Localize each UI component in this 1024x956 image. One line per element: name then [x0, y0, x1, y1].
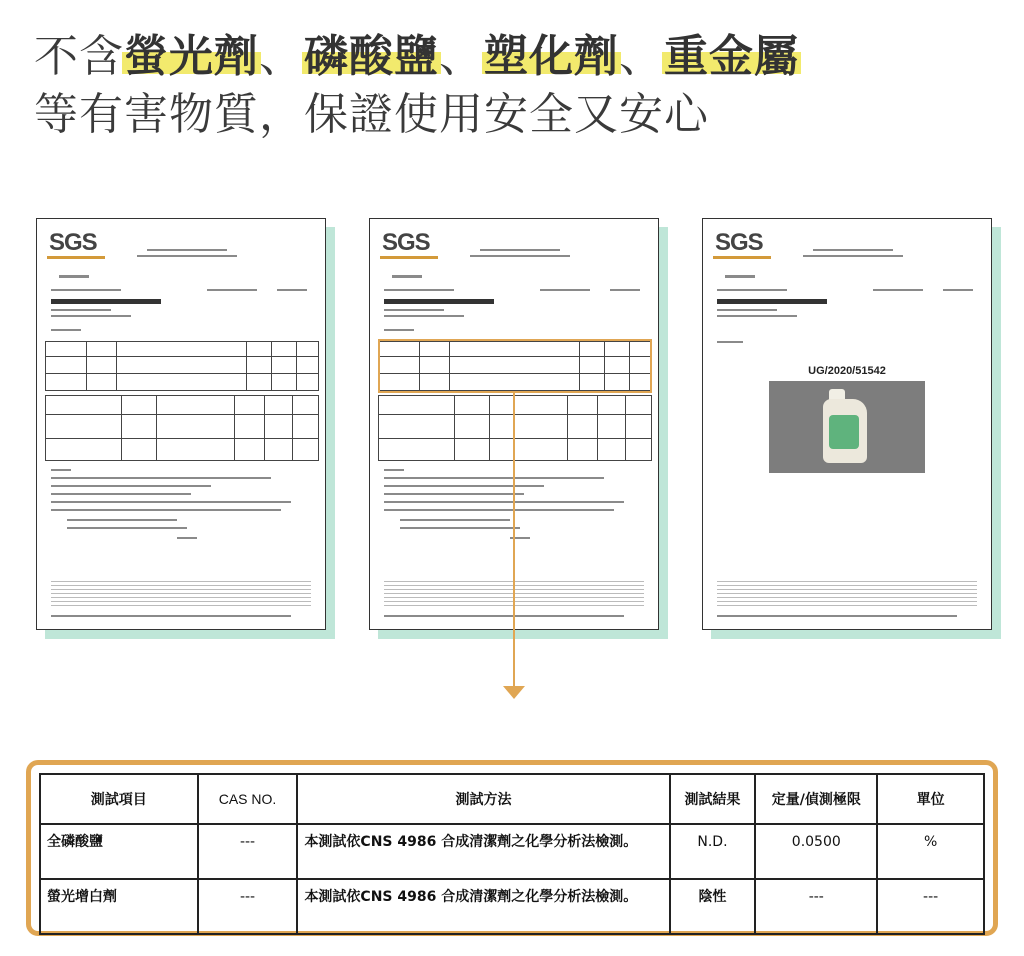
- cell-test-method: 本測試依CNS 4986 合成清潔劑之化學分析法檢測。: [297, 824, 669, 879]
- cell-cas-no: ---: [198, 879, 298, 934]
- cell-test-method: 本測試依CNS 4986 合成清潔劑之化學分析法檢測。: [297, 879, 669, 934]
- sgs-logo: SGS: [715, 229, 763, 256]
- header-test-result: 測試結果: [670, 774, 756, 824]
- headline-line-2: 等有害物質，保證使用安全又安心: [34, 89, 709, 140]
- cell-test-item: 全磷酸鹽: [40, 824, 198, 879]
- headline: [34, 28, 799, 144]
- cell-detection-limit: 0.0500: [755, 824, 877, 879]
- test-result-table: [39, 773, 985, 935]
- highlighted-result-region: [378, 339, 652, 393]
- highlight-phosphate: 磷酸鹽: [304, 31, 439, 82]
- cell-test-result: N.D.: [670, 824, 756, 879]
- header-cas-no: CAS NO.: [198, 774, 298, 824]
- highlight-heavy-metal: 重金屬: [664, 31, 799, 82]
- connector-line: [513, 392, 515, 690]
- product-photo: [769, 381, 925, 473]
- headline-line-1: [34, 28, 799, 86]
- sgs-report-page-3: [702, 218, 992, 630]
- cell-test-item: 螢光增白劑: [40, 879, 198, 934]
- separator: 、: [259, 31, 304, 82]
- cell-unit: %: [877, 824, 984, 879]
- cell-unit: ---: [877, 879, 984, 934]
- headline-prefix: 不含: [34, 31, 124, 82]
- header-test-item: 測試項目: [40, 774, 198, 824]
- table-header-row: [40, 774, 984, 824]
- header-detection-limit: 定量/偵測極限: [755, 774, 877, 824]
- header-unit: 單位: [877, 774, 984, 824]
- highlight-fluorescent: 螢光劑: [124, 31, 259, 82]
- cell-cas-no: ---: [198, 824, 298, 879]
- test-result-panel: [26, 760, 998, 936]
- separator: 、: [619, 31, 664, 82]
- bottle-label: [829, 415, 859, 449]
- sgs-logo: SGS: [49, 229, 97, 256]
- report-number: UG/2020/51542: [808, 365, 886, 377]
- cell-test-result: 陰性: [670, 879, 756, 934]
- cell-detection-limit: ---: [755, 879, 877, 934]
- highlight-plasticizer: 塑化劑: [484, 31, 619, 82]
- sgs-logo: SGS: [382, 229, 430, 256]
- sgs-report-page-1: [36, 218, 326, 630]
- separator: 、: [439, 31, 484, 82]
- header-test-method: 測試方法: [297, 774, 669, 824]
- table-row: [40, 879, 984, 934]
- table-row: [40, 824, 984, 879]
- arrow-down-icon: [503, 686, 525, 699]
